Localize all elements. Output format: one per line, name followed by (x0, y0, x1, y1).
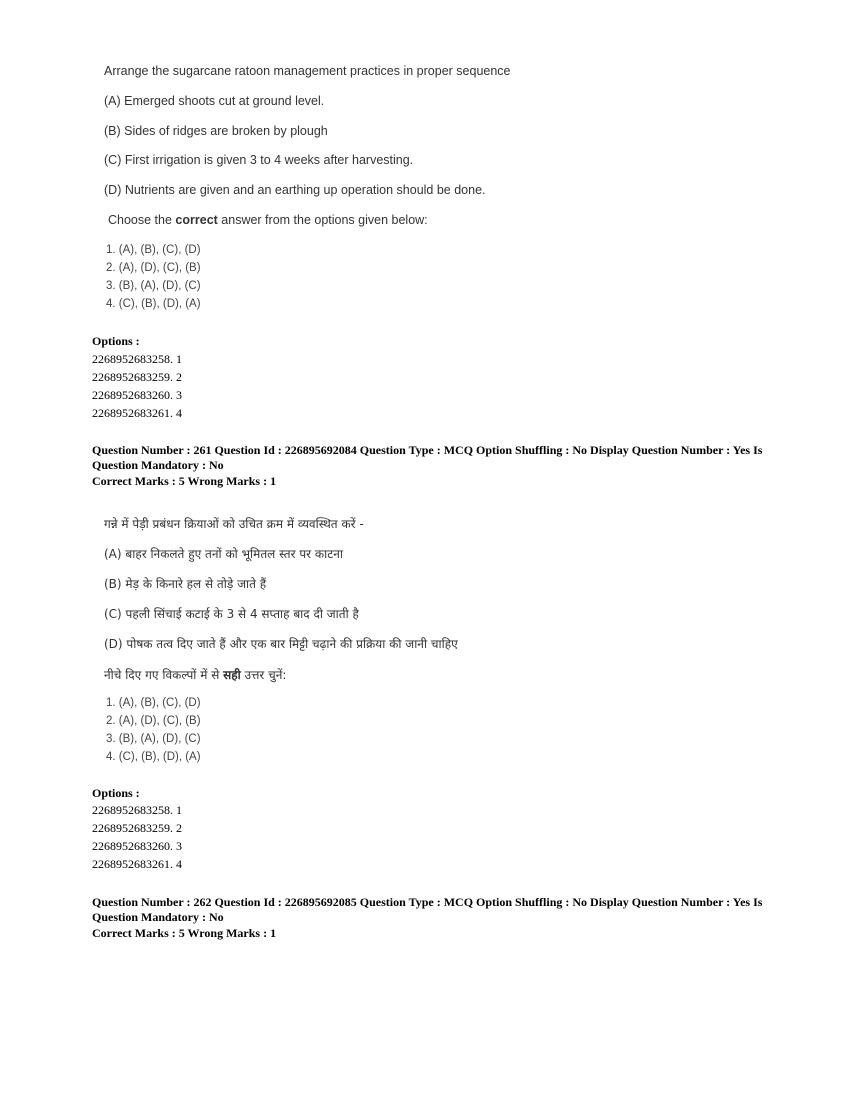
question-stem: Arrange the sugarcane ratoon management practices in proper sequence (104, 64, 511, 78)
options-label: Options : (92, 334, 140, 348)
choice-item: 3. (B), (A), (D), (C) (106, 733, 201, 745)
question-meta-line: Question Number : 262 Question Id : 226895692085 Question Type : MCQ Option Shuffling : No Display Question Number : Yes Is Question Mandatory : No (92, 895, 763, 924)
choice-item: 2. (A), (D), (C), (B) (106, 262, 201, 274)
option-id: 2268952683259. 2 (92, 821, 182, 835)
choice-item: 4. (C), (B), (D), (A) (106, 298, 201, 310)
choice-item: 1. (A), (B), (C), (D) (106, 244, 201, 256)
option-id: 2268952683261. 4 (92, 406, 182, 420)
statement-b: (B) मेड़ के किनारे हल से तोड़े जाते हैं (104, 577, 267, 591)
statement-a: (A) बाहर निकलते हुए तनों को भूमितल स्तर पर काटना (104, 547, 344, 561)
instruction: नीचे दिए गए विकल्पों में से सही उत्तर चुनें: (104, 668, 287, 682)
question-262-meta (92, 895, 772, 941)
question-stem: गन्ने में पेड़ी प्रबंधन क्रियाओं को उचित क्रम में व्यवस्थित करें - (104, 517, 364, 531)
statement-d: (D) पोषक तत्व दिए जाते हैं और एक बार मिट्टी चढ़ाने की प्रक्रिया की जानी चाहिए (104, 637, 458, 651)
statement-c: (C) पहली सिंचाई कटाई के 3 से 4 सप्ताह बाद दी जाती है (104, 607, 359, 621)
instruction: Choose the correct answer from the options given below: (108, 213, 428, 227)
statement-b: (B) Sides of ridges are broken by plough (104, 124, 328, 138)
option-id: 2268952683258. 1 (92, 352, 182, 366)
choice-item: 4. (C), (B), (D), (A) (106, 751, 201, 763)
option-id: 2268952683259. 2 (92, 370, 182, 384)
options-label: Options : (92, 786, 140, 800)
question-261-text (104, 515, 764, 765)
choice-item: 2. (A), (D), (C), (B) (106, 715, 201, 727)
statement-c: (C) First irrigation is given 3 to 4 weeks after harvesting. (104, 153, 414, 167)
option-id: 2268952683258. 1 (92, 803, 182, 817)
statement-d: (D) Nutrients are given and an earthing up operation should be done. (104, 183, 486, 197)
choice-item: 1. (A), (B), (C), (D) (106, 697, 201, 709)
question-261-meta (92, 443, 772, 489)
option-id: 2268952683261. 4 (92, 857, 182, 871)
marks-line: Correct Marks : 5 Wrong Marks : 1 (92, 474, 277, 488)
marks-line: Correct Marks : 5 Wrong Marks : 1 (92, 926, 277, 940)
question-meta-line: Question Number : 261 Question Id : 226895692084 Question Type : MCQ Option Shuffling : No Display Question Number : Yes Is Question Mandatory : No (92, 443, 763, 472)
statement-a: (A) Emerged shoots cut at ground level. (104, 94, 325, 108)
question-260-text (104, 64, 764, 314)
option-id: 2268952683260. 3 (92, 839, 182, 853)
option-id: 2268952683260. 3 (92, 388, 182, 402)
choice-item: 3. (B), (A), (D), (C) (106, 280, 201, 292)
